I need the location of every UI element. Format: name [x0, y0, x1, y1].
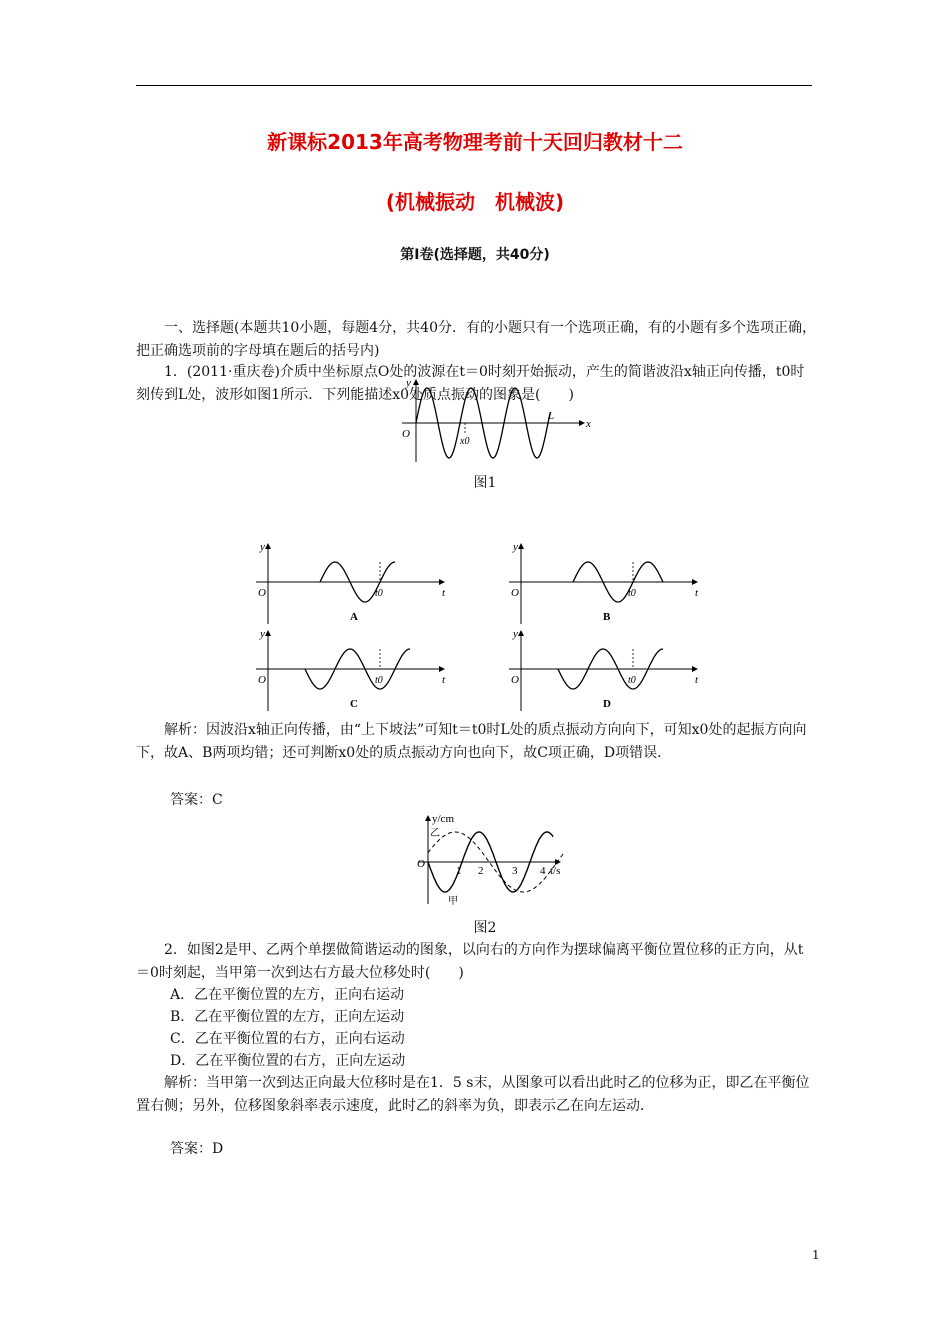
option-y-label: y — [260, 628, 265, 640]
figure-1-caption: 图1 — [473, 475, 497, 491]
figure-2-caption: 图2 — [473, 920, 497, 936]
q1-answer: 答案：C — [170, 792, 223, 808]
fig1-x-label: x — [586, 418, 591, 430]
fig1-x0-label: x0 — [460, 436, 470, 447]
q2-choice-a: A．乙在平衡位置的左方，正向右运动 — [170, 987, 405, 1003]
fig1-y-label: y — [406, 377, 411, 389]
fig2-y-label: y/cm — [432, 813, 454, 825]
q1-analysis: 解析：因波沿x轴正向传播，由“上下坡法”可知t＝t0时L处的质点振动方向向下，可知x0处的起振方向向下，故A、B两项均错；还可判断x0处的质点振动方向也向下，故C项正确，D项错误． — [136, 722, 807, 761]
instructions: 一、选择题(本题共10小题，每题4分，共40分．有的小题只有一个选项正确，有的小题有多个选项正确，把正确选项前的字母填在题后的括号内) — [136, 320, 816, 359]
option-graph-c — [252, 625, 462, 715]
option-y-label: y — [513, 541, 518, 553]
document-title: 新课标2013年高考物理考前十天回归教材十二 — [267, 130, 683, 154]
option-graph-b — [505, 538, 715, 628]
fig2-yi-label: 乙 — [430, 828, 440, 839]
header-rule — [136, 85, 812, 86]
q1-stem: 1．(2011·重庆卷)介质中坐标原点O处的波源在t＝0时刻开始振动，产生的简谐波沿x轴正向传播，t0时刻传到L处，波形如图1所示．下列能描述x0处质点振动的图象是( ) — [136, 364, 805, 403]
fig2-jia-label: 甲 — [448, 896, 458, 907]
fig2-origin: O — [417, 858, 425, 870]
option-graph-a — [252, 538, 462, 628]
q2-analysis: 解析：当甲第一次到达正向最大位移时是在1．5 s末，从图象可以看出此时乙的位移为正，即乙在平衡位置右侧；另外，位移图象斜率表示速度，此时乙的斜率为负，即表示乙在向左运动． — [136, 1075, 810, 1114]
option-t-label: t — [695, 674, 699, 686]
option-letter: A — [350, 611, 358, 623]
option-t-label: t — [442, 587, 446, 599]
option-origin: O — [258, 674, 266, 686]
option-t-label: t — [695, 587, 699, 599]
option-t-label: t — [442, 674, 446, 686]
option-t0-label: t0 — [375, 588, 383, 599]
q2-stem: 2．如图2是甲、乙两个单摆做简谐运动的图象，以向右的方向作为摆球偏离平衡位置位移的正方向，从t＝0时刻起，当甲第一次到达右方最大位移处时( ) — [136, 942, 804, 981]
fig1-origin: O — [402, 428, 410, 440]
q2-answer: 答案：D — [170, 1141, 224, 1157]
fig1-L-label: L — [548, 410, 555, 422]
option-letter: C — [350, 698, 358, 710]
fig2-tick-1: 1 — [456, 865, 462, 877]
figure-1-wave — [392, 372, 602, 467]
option-t0-label: t0 — [628, 588, 636, 599]
page-number: 1 — [812, 1248, 820, 1262]
option-letter: B — [603, 611, 611, 623]
q2-choice-d: D．乙在平衡位置的右方，正向左运动 — [170, 1053, 406, 1069]
fig2-tick-3: 3 — [512, 865, 518, 877]
fig2-x-label: t/s — [550, 865, 561, 877]
figure-2-pendulums — [412, 810, 572, 910]
option-origin: O — [258, 587, 266, 599]
option-t0-label: t0 — [628, 675, 636, 686]
option-letter: D — [603, 698, 611, 710]
fig2-tick-4: 4 — [540, 865, 546, 877]
q2-choice-c: C．乙在平衡位置的右方，正向右运动 — [170, 1031, 405, 1047]
option-origin: O — [511, 674, 519, 686]
q2-choice-b: B．乙在平衡位置的左方，正向左运动 — [170, 1009, 405, 1025]
document-subtitle: (机械振动 机械波) — [385, 190, 565, 214]
option-y-label: y — [260, 541, 265, 553]
option-t0-label: t0 — [375, 675, 383, 686]
fig2-tick-2: 2 — [478, 865, 484, 877]
option-y-label: y — [513, 628, 518, 640]
section-heading: 第Ⅰ卷(选择题，共40分) — [400, 247, 550, 263]
option-graph-d — [505, 625, 715, 715]
option-origin: O — [511, 587, 519, 599]
